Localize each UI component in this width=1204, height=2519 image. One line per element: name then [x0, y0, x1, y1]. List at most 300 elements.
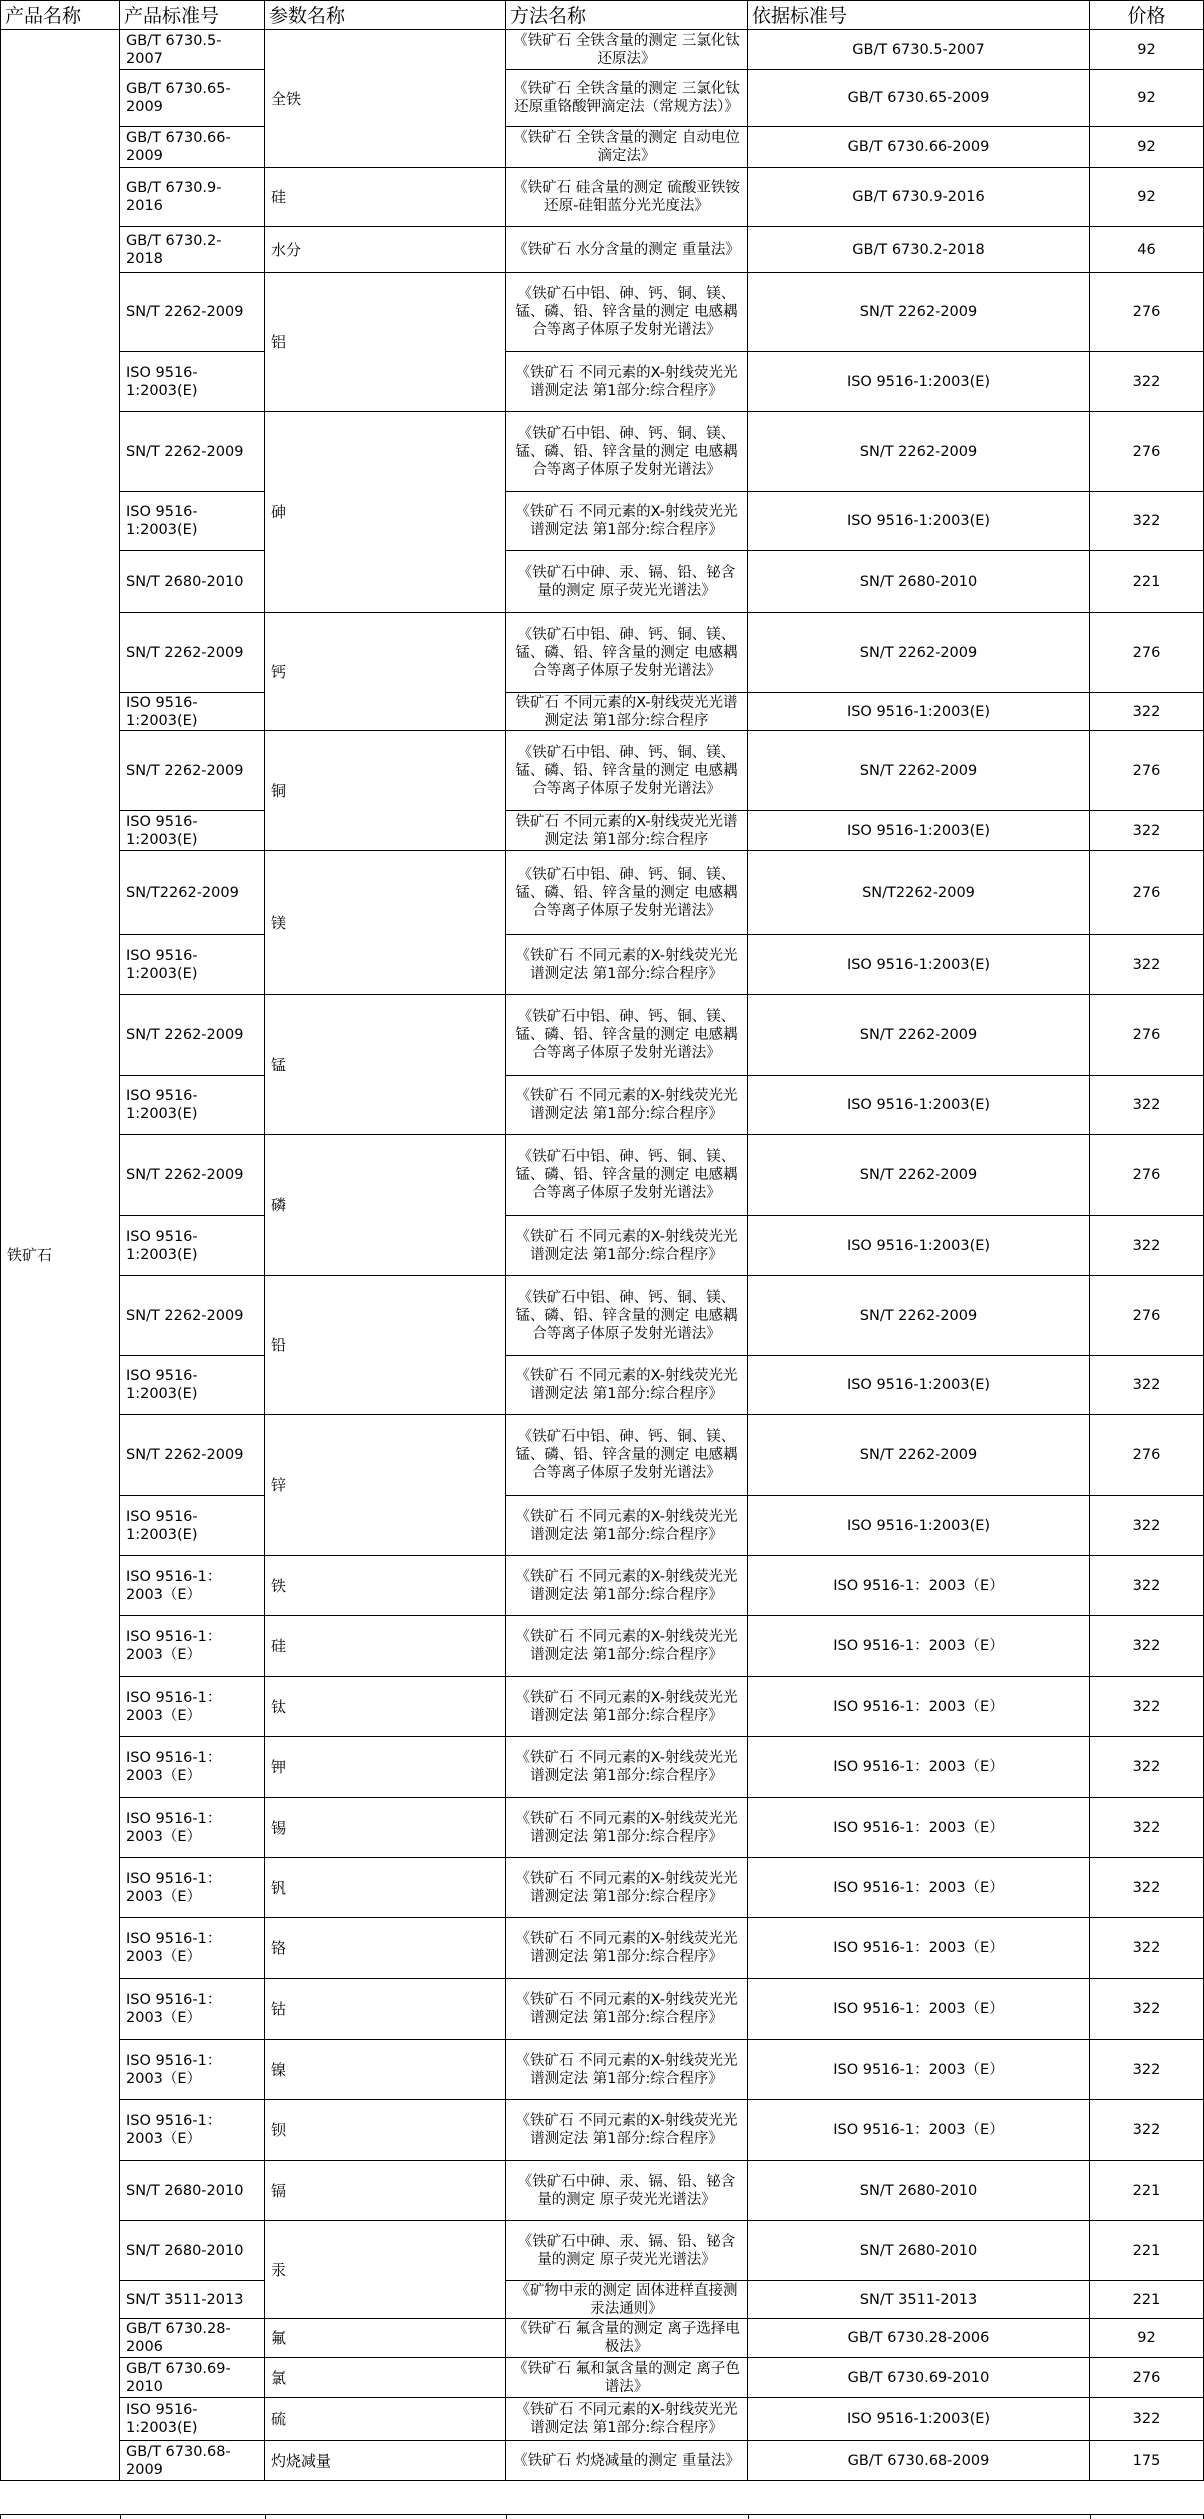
price-cell: [1090, 1276, 1204, 1356]
price-cell-text: 276: [1132, 443, 1161, 460]
product-standard-cell-text: SN/T 2262-2009: [126, 1447, 244, 1463]
header-basis-standard: [748, 0, 1090, 30]
method-name-cell: [506, 1858, 748, 1918]
product-standard-cell: [120, 2221, 265, 2281]
parameter-name-cell-text: 钴: [271, 2000, 287, 2018]
method-name-cell: [506, 412, 748, 492]
product-standard-cell-text: ISO 9516-1：2003（E）: [126, 1629, 222, 1663]
product-name-cell: [0, 30, 120, 2481]
method-name-cell: [506, 693, 748, 731]
price-cell-text: 221: [1132, 2291, 1161, 2308]
basis-standard-cell-text: GB/T 6730.66-2009: [847, 139, 990, 155]
next-table-top-border: [0, 2514, 1204, 2515]
header-product-name: [0, 0, 120, 30]
product-standard-cell: [120, 1496, 265, 1556]
parameter-name-cell-text: 汞: [271, 2260, 287, 2279]
parameter-name-cell: [265, 1677, 506, 1737]
product-standard-cell: [120, 492, 265, 551]
basis-standard-cell-text: SN/T 2680-2010: [859, 2242, 978, 2259]
basis-standard-cell-text: SN/T 2680-2010: [859, 573, 978, 590]
product-standard-cell: [120, 1798, 265, 1858]
method-name-cell: [506, 2358, 748, 2398]
basis-standard-cell: [748, 168, 1090, 227]
product-standard-cell-text: SN/T 2262-2009: [126, 1027, 244, 1043]
product-standard-cell: [120, 935, 265, 995]
basis-standard-cell-text: ISO 9516-1:2003(E): [846, 1517, 991, 1534]
price-cell-text: 322: [1132, 1577, 1161, 1594]
basis-standard-cell: [748, 1415, 1090, 1496]
basis-standard-cell-text: ISO 9516-1:2003(E): [846, 703, 991, 720]
product-standard-cell-text: ISO 9516-1:2003(E): [126, 1228, 198, 1263]
product-standard-cell: [120, 273, 265, 352]
product-standard-cell-text: ISO 9516-1:2003(E): [126, 364, 198, 399]
basis-standard-cell: [748, 70, 1090, 127]
parameter-name-cell: [265, 613, 506, 731]
header-product-name-text: 产品名称: [5, 5, 82, 27]
parameter-name-cell: [265, 2221, 506, 2319]
method-name-cell-text: 《铁矿石 不同元素的X-射线荧光光谱测定法 第1部分:综合程序》: [515, 1368, 738, 1402]
basis-standard-cell-text: ISO 9516-1:2003(E): [846, 956, 991, 973]
product-standard-cell-text: GB/T 6730.2-2018: [126, 232, 222, 267]
product-standard-cell: [120, 1216, 265, 1276]
header-price-text: 价格: [1127, 5, 1166, 27]
product-standard-cell: [120, 613, 265, 693]
price-cell-text: 322: [1132, 1759, 1161, 1775]
method-name-cell: [506, 1356, 748, 1415]
basis-standard-cell-text: ISO 9516-1:2003(E): [846, 2411, 991, 2427]
parameter-name-cell-text: 铁: [271, 1576, 287, 1595]
price-cell: [1090, 1556, 1204, 1616]
parameter-name-cell: [265, 2441, 506, 2481]
product-standard-cell: [120, 30, 265, 70]
header-parameter-name-text: 参数名称: [269, 5, 346, 27]
method-name-cell: [506, 1616, 748, 1677]
method-name-cell: [506, 1677, 748, 1737]
basis-standard-cell-text: GB/T 6730.68-2009: [847, 2452, 990, 2469]
basis-standard-cell: [748, 1216, 1090, 1276]
basis-standard-cell: [748, 1979, 1090, 2040]
basis-standard-cell: [748, 2100, 1090, 2161]
basis-standard-cell: [748, 1858, 1090, 1918]
price-cell: [1090, 1858, 1204, 1918]
method-name-cell-text: 《铁矿石 不同元素的X-射线荧光光谱测定法 第1部分:综合程序》: [515, 1508, 738, 1543]
product-standard-cell-text: SN/T 2262-2009: [126, 1167, 244, 1183]
price-cell: [1090, 2398, 1204, 2441]
product-standard-cell: [120, 1979, 265, 2040]
method-name-cell-text: 《铁矿石 不同元素的X-射线荧光光谱测定法 第1部分:综合程序》: [515, 1568, 738, 1603]
method-name-cell: [506, 935, 748, 995]
price-cell: [1090, 2040, 1204, 2100]
price-cell-text: 92: [1137, 139, 1156, 155]
method-name-cell-text: 《铁矿石 不同元素的X-射线荧光光谱测定法 第1部分:综合程序》: [515, 2402, 738, 2436]
method-name-cell-text: 《铁矿石 不同元素的X-射线荧光光谱测定法 第1部分:综合程序》: [515, 1088, 738, 1122]
basis-standard-cell: [748, 551, 1090, 613]
method-name-cell-text: 《铁矿石 不同元素的X-射线荧光光谱测定法 第1部分:综合程序》: [515, 364, 738, 399]
parameter-name-cell-text: 铬: [271, 1939, 287, 1957]
price-cell-text: 322: [1132, 1237, 1161, 1254]
product-standard-cell-text: GB/T 6730.68-2009: [126, 2443, 231, 2478]
basis-standard-cell-text: SN/T 2680-2010: [859, 2182, 978, 2199]
method-name-cell-text: 《铁矿石 不同元素的X-射线荧光光谱测定法 第1部分:综合程序》: [515, 947, 738, 982]
price-cell: [1090, 1798, 1204, 1858]
method-name-cell-text: 《铁矿石中铝、砷、钙、铜、镁、锰、磷、铅、锌含量的测定 电感耦合等离子体原子发射光谱法》: [515, 425, 738, 478]
price-cell: [1090, 731, 1204, 811]
price-cell: [1090, 492, 1204, 551]
product-standard-cell: [120, 1918, 265, 1979]
basis-standard-cell-text: GB/T 6730.5-2007: [852, 41, 985, 58]
method-name-cell: [506, 2040, 748, 2100]
price-cell-text: 322: [1132, 1940, 1161, 1956]
product-standard-cell-text: SN/T 2680-2010: [126, 573, 244, 590]
basis-standard-cell-text: ISO 9516-1：2003（E）: [833, 2001, 1004, 2017]
product-standard-cell: [120, 168, 265, 227]
basis-standard-cell-text: ISO 9516-1：2003（E）: [833, 2061, 1004, 2078]
product-standard-cell: [120, 1415, 265, 1496]
product-standard-cell-text: SN/T 3511-2013: [126, 2291, 244, 2308]
method-name-cell-text: 《铁矿石 不同元素的X-射线荧光光谱测定法 第1部分:综合程序》: [515, 1931, 738, 1965]
product-standard-cell: [120, 551, 265, 613]
basis-standard-cell-text: GB/T 6730.28-2006: [847, 2330, 990, 2346]
price-cell: [1090, 1415, 1204, 1496]
product-standard-cell: [120, 811, 265, 851]
price-cell: [1090, 352, 1204, 412]
parameter-name-cell: [265, 1135, 506, 1276]
basis-standard-cell: [748, 811, 1090, 851]
product-standard-cell-text: ISO 9516-1：2003（E）: [126, 1992, 222, 2026]
price-cell-text: 322: [1132, 2001, 1161, 2017]
basis-standard-cell: [748, 2221, 1090, 2281]
parameter-name-cell: [265, 273, 506, 412]
basis-standard-cell: [748, 2441, 1090, 2481]
basis-standard-cell: [748, 127, 1090, 168]
table-top-border: [0, 0, 1204, 1]
product-standard-cell-text: ISO 9516-1:2003(E): [126, 947, 198, 982]
product-standard-cell-text: ISO 9516-1:2003(E): [126, 1508, 198, 1543]
price-cell: [1090, 1496, 1204, 1556]
method-name-cell-text: 《铁矿石 不同元素的X-射线荧光光谱测定法 第1部分:综合程序》: [515, 1870, 738, 1905]
price-cell-text: 221: [1132, 2242, 1161, 2259]
parameter-name-cell-text: 钙: [271, 662, 287, 681]
next-table-column-line: [265, 2514, 266, 2519]
price-cell: [1090, 2221, 1204, 2281]
basis-standard-cell: [748, 2161, 1090, 2221]
price-cell: [1090, 1979, 1204, 2040]
price-cell-text: 322: [1132, 513, 1161, 529]
product-standard-cell: [120, 1616, 265, 1677]
next-table-column-line: [1090, 2514, 1091, 2519]
basis-standard-cell-text: ISO 9516-1：2003（E）: [833, 1940, 1004, 1956]
basis-standard-cell: [748, 1276, 1090, 1356]
price-cell: [1090, 1918, 1204, 1979]
parameter-name-cell-text: 镁: [271, 913, 287, 932]
header-product-standard-text: 产品标准号: [124, 5, 220, 27]
basis-standard-cell: [748, 1356, 1090, 1415]
method-name-cell-text: 《铁矿石 水分含量的测定 重量法》: [513, 241, 740, 258]
method-name-cell-text: 《铁矿石中铝、砷、钙、铜、镁、锰、磷、铅、锌含量的测定 电感耦合等离子体原子发射光谱法》: [515, 1289, 738, 1342]
price-cell-text: 92: [1137, 41, 1156, 58]
parameter-name-cell: [265, 227, 506, 273]
method-name-cell: [506, 227, 748, 273]
parameter-name-cell-text: 全铁: [271, 89, 302, 108]
method-name-cell-text: 《铁矿石 不同元素的X-射线荧光光谱测定法 第1部分:综合程序》: [515, 1810, 738, 1845]
parameter-name-cell: [265, 1616, 506, 1677]
method-name-cell: [506, 851, 748, 935]
parameter-name-cell: [265, 851, 506, 995]
basis-standard-cell: [748, 273, 1090, 352]
parameter-name-cell: [265, 2358, 506, 2398]
method-name-cell: [506, 1798, 748, 1858]
price-cell: [1090, 551, 1204, 613]
product-standard-cell: [120, 2398, 265, 2441]
parameter-name-cell: [265, 30, 506, 168]
price-cell: [1090, 693, 1204, 731]
method-name-cell: [506, 273, 748, 352]
method-name-cell-text: 铁矿石 不同元素的X-射线荧光光谱测定法 第1部分:综合程序: [515, 813, 738, 848]
header-method-name: [506, 0, 748, 30]
method-name-cell-text: 铁矿石 不同元素的X-射线荧光光谱测定法 第1部分:综合程序: [515, 694, 738, 729]
method-name-cell-text: 《铁矿石中砷、汞、镉、铅、铋含量的测定 原子荧光光谱法》: [517, 564, 736, 599]
method-name-cell: [506, 731, 748, 811]
basis-standard-cell-text: SN/T 2262-2009: [859, 443, 978, 460]
basis-standard-cell-text: SN/T 2262-2009: [859, 1167, 978, 1183]
method-name-cell: [506, 1076, 748, 1135]
price-cell-text: 322: [1132, 1517, 1161, 1534]
price-cell: [1090, 1677, 1204, 1737]
basis-standard-cell: [748, 731, 1090, 811]
price-cell-text: 322: [1132, 1879, 1161, 1896]
basis-standard-cell: [748, 352, 1090, 412]
product-standard-cell-text: GB/T 6730.9-2016: [126, 180, 222, 214]
product-standard-cell: [120, 1677, 265, 1737]
price-cell-text: 221: [1132, 2182, 1161, 2199]
header-method-name-text: 方法名称: [510, 5, 587, 27]
basis-standard-cell: [748, 227, 1090, 273]
basis-standard-cell: [748, 995, 1090, 1076]
price-cell: [1090, 1616, 1204, 1677]
parameter-name-cell-text: 钡: [271, 2121, 287, 2139]
basis-standard-cell-text: ISO 9516-1:2003(E): [846, 1097, 991, 1113]
price-cell-text: 276: [1132, 1307, 1161, 1324]
basis-standard-cell-text: ISO 9516-1：2003（E）: [833, 1759, 1004, 1775]
basis-standard-cell: [748, 492, 1090, 551]
basis-standard-cell-text: ISO 9516-1：2003（E）: [833, 1698, 1004, 1715]
parameter-name-cell: [265, 1798, 506, 1858]
price-cell: [1090, 1135, 1204, 1216]
method-name-cell: [506, 2319, 748, 2358]
basis-standard-cell: [748, 613, 1090, 693]
method-name-cell-text: 《铁矿石中铝、砷、钙、铜、镁、锰、磷、铅、锌含量的测定 电感耦合等离子体原子发射光谱法》: [515, 1009, 738, 1061]
basis-standard-cell-text: ISO 9516-1:2003(E): [846, 1377, 991, 1393]
product-standard-cell: [120, 227, 265, 273]
method-name-cell-text: 《铁矿石 不同元素的X-射线荧光光谱测定法 第1部分:综合程序》: [515, 1750, 738, 1784]
product-standard-cell: [120, 851, 265, 935]
parameter-name-cell-text: 钒: [271, 1878, 287, 1897]
parameter-name-cell: [265, 995, 506, 1135]
parameter-name-cell: [265, 412, 506, 613]
price-cell: [1090, 811, 1204, 851]
method-name-cell-text: 《铁矿石 硅含量的测定 硫酸亚铁铵还原-硅钼蓝分光光度法》: [513, 180, 740, 214]
product-standard-cell: [120, 1276, 265, 1356]
price-cell: [1090, 613, 1204, 693]
method-name-cell-text: 《铁矿石中铝、砷、钙、铜、镁、锰、磷、铅、锌含量的测定 电感耦合等离子体原子发射光谱法》: [515, 1149, 738, 1201]
basis-standard-cell: [748, 1918, 1090, 1979]
price-cell: [1090, 1216, 1204, 1276]
basis-standard-cell: [748, 2358, 1090, 2398]
product-standard-cell-text: SN/T2262-2009: [126, 884, 239, 901]
product-standard-cell: [120, 352, 265, 412]
parameter-name-cell: [265, 1556, 506, 1616]
parameter-name-cell-text: 锰: [271, 1055, 287, 1074]
header-parameter-name: [265, 0, 506, 30]
basis-standard-cell-text: SN/T 2262-2009: [859, 304, 978, 320]
method-name-cell: [506, 70, 748, 127]
price-cell: [1090, 1356, 1204, 1415]
header-basis-standard-text: 依据标准号: [752, 5, 848, 27]
basis-standard-cell: [748, 1076, 1090, 1135]
basis-standard-cell: [748, 412, 1090, 492]
product-standard-cell-text: ISO 9516-1：2003（E）: [126, 1810, 222, 1845]
basis-standard-cell: [748, 1616, 1090, 1677]
basis-standard-cell-text: ISO 9516-1：2003（E）: [833, 1879, 1004, 1896]
price-cell: [1090, 168, 1204, 227]
next-table-column-line: [120, 2514, 121, 2519]
price-cell-text: 92: [1137, 189, 1156, 205]
method-name-cell-text: 《铁矿石 不同元素的X-射线荧光光谱测定法 第1部分:综合程序》: [515, 1689, 738, 1724]
price-cell-text: 322: [1132, 1819, 1161, 1836]
basis-standard-cell: [748, 935, 1090, 995]
product-standard-cell: [120, 1858, 265, 1918]
product-standard-cell-text: SN/T 2262-2009: [126, 304, 244, 320]
method-name-cell-text: 《铁矿石 不同元素的X-射线荧光光谱测定法 第1部分:综合程序》: [515, 2113, 738, 2147]
product-standard-cell-text: GB/T 6730.28-2006: [126, 2321, 231, 2355]
method-name-cell: [506, 352, 748, 412]
product-standard-cell: [120, 693, 265, 731]
method-name-cell: [506, 1737, 748, 1798]
product-standard-cell: [120, 731, 265, 811]
basis-standard-cell: [748, 1677, 1090, 1737]
parameter-name-cell-text: 砷: [271, 503, 287, 521]
parameter-name-cell: [265, 1276, 506, 1415]
price-cell-text: 276: [1132, 884, 1161, 901]
basis-standard-cell-text: GB/T 6730.9-2016: [852, 189, 985, 205]
next-table-column-line: [506, 2514, 507, 2519]
product-standard-cell-text: ISO 9516-1：2003（E）: [126, 2113, 222, 2147]
parameter-name-cell-text: 钛: [271, 1697, 287, 1716]
header-price: [1090, 0, 1204, 30]
parameter-name-cell: [265, 2040, 506, 2100]
method-name-cell-text: 《铁矿石 全铁含量的测定 三氯化钛还原法》: [513, 32, 740, 67]
price-cell: [1090, 995, 1204, 1076]
basis-standard-cell: [748, 1135, 1090, 1216]
price-cell-text: 322: [1132, 2122, 1161, 2138]
product-standard-cell: [120, 2358, 265, 2398]
price-cell: [1090, 851, 1204, 935]
method-name-cell-text: 《铁矿石 不同元素的X-射线荧光光谱测定法 第1部分:综合程序》: [515, 504, 738, 538]
price-cell-text: 322: [1132, 1698, 1161, 1715]
parameter-name-cell-text: 锌: [271, 1476, 287, 1494]
method-name-cell-text: 《铁矿石中铝、砷、钙、铜、镁、锰、磷、铅、锌含量的测定 电感耦合等离子体原子发射光谱法》: [515, 866, 738, 919]
parameter-name-cell: [265, 2100, 506, 2161]
parameter-name-cell-text: 灼烧减量: [271, 2451, 332, 2470]
next-table-column-line: [0, 2514, 1, 2519]
product-standard-cell: [120, 2100, 265, 2161]
parameter-name-cell-text: 铝: [271, 333, 287, 351]
price-cell-text: 175: [1132, 2452, 1161, 2469]
product-standard-cell-text: ISO 9516-1:2003(E): [126, 504, 198, 538]
parameter-name-cell-text: 铜: [271, 781, 287, 800]
price-cell-text: 276: [1132, 1447, 1161, 1463]
method-name-cell: [506, 1415, 748, 1496]
price-cell: [1090, 70, 1204, 127]
method-name-cell-text: 《铁矿石 氟和氯含量的测定 离子色谱法》: [513, 2360, 740, 2395]
price-cell-text: 322: [1132, 956, 1161, 973]
parameter-name-cell: [265, 168, 506, 227]
price-cell: [1090, 2319, 1204, 2358]
product-standard-cell-text: ISO 9516-1：2003（E）: [126, 1870, 222, 1905]
method-name-cell: [506, 2441, 748, 2481]
price-cell: [1090, 412, 1204, 492]
price-cell: [1090, 1737, 1204, 1798]
basis-standard-cell: [748, 1798, 1090, 1858]
basis-standard-cell-text: ISO 9516-1：2003（E）: [833, 2122, 1004, 2138]
parameter-name-cell: [265, 2161, 506, 2221]
price-cell: [1090, 127, 1204, 168]
method-name-cell-text: 《铁矿石中铝、砷、钙、铜、镁、锰、磷、铅、锌含量的测定 电感耦合等离子体原子发射光谱法》: [515, 744, 738, 797]
product-standard-cell: [120, 70, 265, 127]
basis-standard-cell: [748, 1496, 1090, 1556]
product-standard-cell: [120, 1737, 265, 1798]
parameter-name-cell-text: 水分: [271, 240, 302, 259]
method-name-cell: [506, 1216, 748, 1276]
product-standard-cell: [120, 1076, 265, 1135]
basis-standard-cell-text: SN/T 3511-2013: [859, 2291, 978, 2308]
parameter-name-cell: [265, 1858, 506, 1918]
product-standard-cell: [120, 412, 265, 492]
price-cell-text: 276: [1132, 1167, 1161, 1183]
basis-standard-cell: [748, 30, 1090, 70]
parameter-name-cell-text: 镍: [271, 2060, 287, 2079]
basis-standard-cell-text: ISO 9516-1：2003（E）: [833, 1577, 1004, 1594]
parameter-name-cell-text: 镉: [271, 2181, 287, 2200]
method-name-cell-text: 《铁矿石 灼烧减量的测定 重量法》: [513, 2452, 740, 2469]
basis-standard-cell: [748, 2319, 1090, 2358]
price-cell: [1090, 2100, 1204, 2161]
price-cell-text: 322: [1132, 2411, 1161, 2427]
parameter-name-cell: [265, 731, 506, 851]
basis-standard-cell-text: GB/T 6730.2-2018: [852, 241, 985, 258]
method-name-cell: [506, 551, 748, 613]
parameter-name-cell-text: 钾: [271, 1758, 287, 1776]
product-standard-cell-text: ISO 9516-1：2003（E）: [126, 2052, 222, 2087]
method-name-cell-text: 《铁矿石 氟含量的测定 离子选择电极法》: [513, 2321, 740, 2355]
basis-standard-cell-text: SN/T 2262-2009: [859, 1307, 978, 1324]
product-standard-cell-text: SN/T 2262-2009: [126, 644, 244, 661]
method-name-cell-text: 《铁矿石 全铁含量的测定 自动电位滴定法》: [513, 130, 740, 164]
price-cell-text: 322: [1132, 1377, 1161, 1393]
method-name-cell-text: 《铁矿石中铝、砷、钙、铜、镁、锰、磷、铅、锌含量的测定 电感耦合等离子体原子发射光谱法》: [515, 286, 738, 338]
basis-standard-cell-text: ISO 9516-1：2003（E）: [833, 1638, 1004, 1654]
basis-standard-cell-text: ISO 9516-1：2003（E）: [833, 1819, 1004, 1836]
basis-standard-cell-text: GB/T 6730.65-2009: [847, 90, 990, 106]
parameter-name-cell: [265, 1979, 506, 2040]
basis-standard-cell: [748, 2281, 1090, 2319]
product-standard-cell-text: ISO 9516-1:2003(E): [126, 1088, 198, 1122]
parameter-name-cell: [265, 1918, 506, 1979]
price-cell-text: 322: [1132, 1638, 1161, 1654]
parameter-name-cell-text: 氟: [271, 2329, 287, 2347]
product-standard-cell: [120, 1556, 265, 1616]
parameter-name-cell: [265, 2398, 506, 2441]
